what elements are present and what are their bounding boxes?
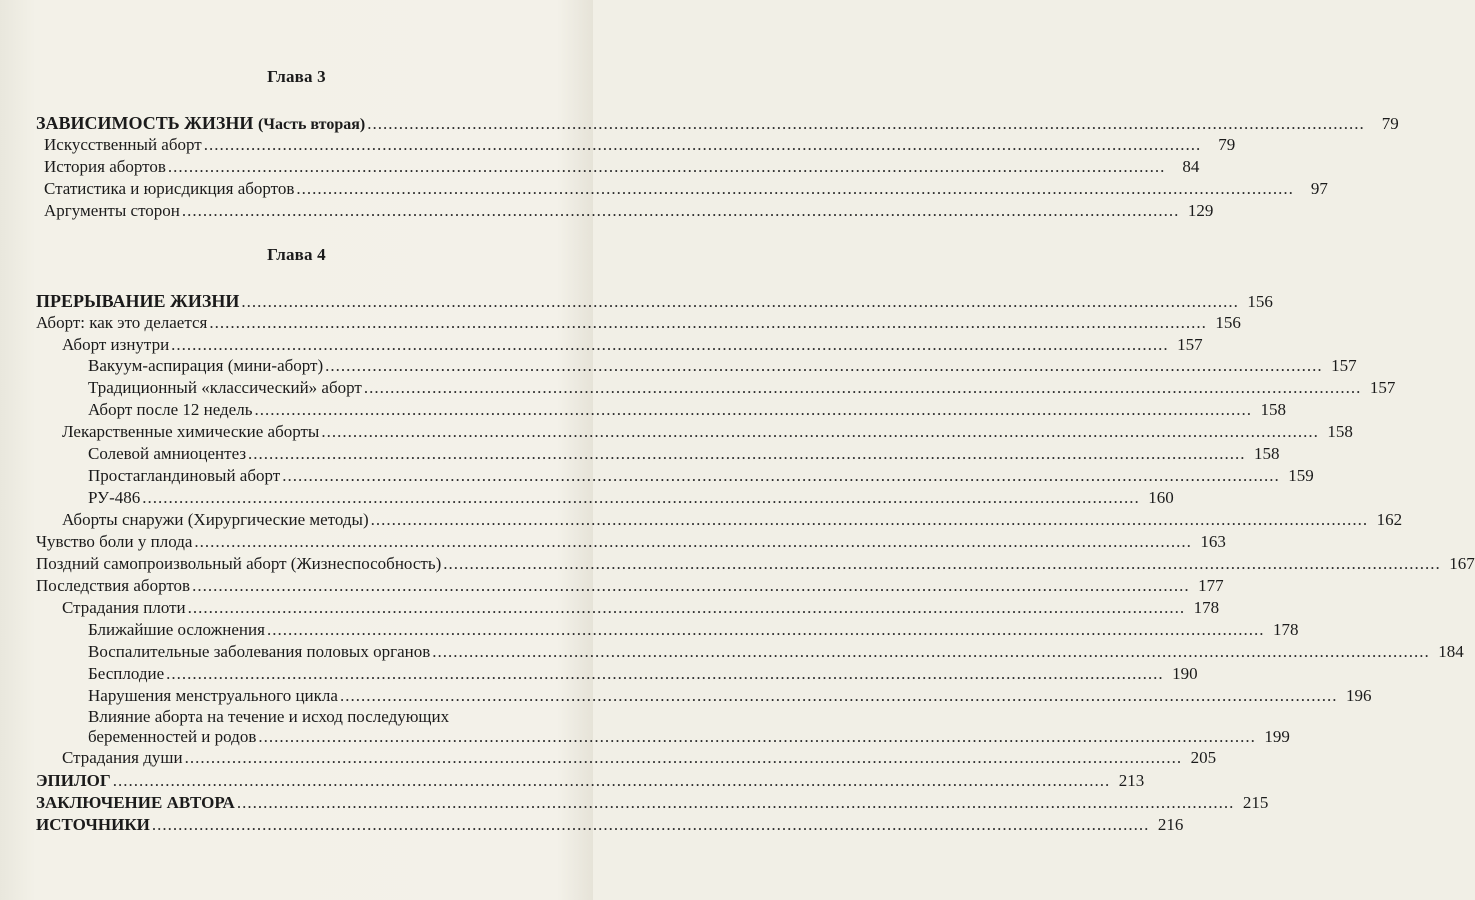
toc-entry-title: Солевой амниоцентез <box>88 444 247 463</box>
toc-entry <box>88 686 1372 706</box>
toc-leader-dots <box>432 642 1430 662</box>
toc-entry-title: Аборты снаружи (Хирургические методы) <box>62 510 369 529</box>
toc-entry-title: ИСТОЧНИКИ <box>36 815 150 834</box>
toc-page-number: 190 <box>1172 664 1198 683</box>
toc-entry-title: Статистика и юрисдикция абортов <box>44 179 295 198</box>
toc-entry-title: Аборт после 12 недель <box>88 400 253 419</box>
toc-entry <box>62 598 1220 618</box>
toc-entry <box>44 201 1214 221</box>
toc-leader-dots <box>296 179 1294 199</box>
toc-entry-title: ЭПИЛОГ <box>36 771 111 790</box>
toc-leader-dots <box>258 727 1256 747</box>
toc-entry <box>36 554 1475 574</box>
toc-entry-title: Аборт изнутри <box>62 335 170 354</box>
toc-leader-dots <box>113 771 1111 791</box>
toc-page-number: 156 <box>1215 313 1241 332</box>
toc-page-number: 157 <box>1369 378 1396 397</box>
toc-entry <box>36 313 1241 333</box>
toc-leader-dots <box>182 201 1180 221</box>
toc-entry <box>62 510 1403 530</box>
toc-entry <box>88 620 1299 640</box>
toc-entry-title: Искусственный аборт <box>44 135 202 154</box>
toc-entry-title: Чувство боли у плода <box>36 532 193 551</box>
toc-page-number: 97 <box>1310 179 1328 198</box>
toc-leader-dots <box>325 356 1323 376</box>
toc-leader-dots <box>371 510 1369 530</box>
toc-leader-dots <box>185 748 1183 768</box>
toc-entry-title: Простагландиновый аборт <box>88 466 281 485</box>
toc-leader-dots <box>321 422 1319 442</box>
toc-entry-title: История абортов <box>44 157 166 176</box>
toc-page-number: 160 <box>1148 488 1174 507</box>
toc-entry <box>88 707 1290 747</box>
toc-page-number: 156 <box>1247 292 1273 311</box>
toc-page-number: 178 <box>1193 598 1220 617</box>
toc-page-number: 158 <box>1327 422 1353 441</box>
toc-entry <box>36 771 1145 791</box>
toc-entry <box>36 793 1269 813</box>
toc-leader-dots <box>192 576 1190 596</box>
toc-entry-title: Бесплодие <box>88 664 165 683</box>
toc-page-number: 84 <box>1182 157 1200 176</box>
toc-page-number: 157 <box>1177 335 1203 354</box>
toc-page-number: 184 <box>1438 642 1464 661</box>
toc-entry-title-line2: беременностей и родов <box>88 727 257 746</box>
toc-leader-dots <box>166 664 1164 684</box>
toc-entry <box>88 356 1357 376</box>
toc-entry <box>36 532 1226 552</box>
toc-page-number: 163 <box>1200 532 1226 551</box>
toc-entry-title: Аборт: как это делается <box>36 313 208 332</box>
toc-entry <box>44 157 1200 177</box>
toc-page-number: 177 <box>1198 576 1224 595</box>
toc-entry <box>62 748 1217 768</box>
toc-leader-dots <box>237 793 1235 813</box>
toc-page-number: 158 <box>1260 400 1286 419</box>
toc-entry-title: Ближайшие осложнения <box>88 620 265 639</box>
toc-page-number: 157 <box>1331 356 1357 375</box>
toc-entry <box>88 378 1396 398</box>
toc-page-number: 205 <box>1190 748 1217 767</box>
toc-entry-title: Нарушения менструального цикла <box>88 686 338 705</box>
toc-leader-dots <box>340 686 1338 706</box>
toc-entry <box>88 488 1174 508</box>
toc-entry-title: Лекарственные химические аборты <box>62 422 320 441</box>
toc-leader-dots <box>188 598 1186 618</box>
toc-entry-title: Последствия абортов <box>36 576 191 595</box>
toc-leader-dots <box>267 620 1265 640</box>
toc-leader-dots <box>248 444 1246 464</box>
toc-entry <box>88 642 1464 662</box>
toc-page-number: 215 <box>1242 793 1269 812</box>
toc-entry <box>88 444 1280 464</box>
toc-leader-dots <box>171 335 1169 355</box>
toc-page-number: 167 <box>1449 554 1475 573</box>
toc-entry-title: Традиционный «классический» аборт <box>88 378 362 397</box>
toc-leader-dots <box>142 488 1140 508</box>
toc-leader-dots <box>367 114 1365 134</box>
toc-entry <box>44 135 1236 155</box>
toc-page-number: 79 <box>1218 135 1236 154</box>
toc-page-number: 196 <box>1345 686 1372 705</box>
toc-entry-title: ЗАКЛЮЧЕНИЕ АВТОРА <box>36 793 235 812</box>
toc-page-number: 162 <box>1376 510 1403 529</box>
toc-page-number: 178 <box>1272 620 1299 639</box>
toc-entry <box>88 664 1198 684</box>
toc-page-number: 129 <box>1187 201 1214 220</box>
toc-leader-dots <box>443 554 1441 574</box>
toc-entry-title: Страдания души <box>62 748 183 767</box>
toc-leader-dots <box>364 378 1362 398</box>
toc-page-number: 159 <box>1288 466 1314 485</box>
toc-leader-dots <box>282 466 1280 486</box>
toc-entry <box>88 400 1286 420</box>
toc-entry-title: РУ-486 <box>88 488 141 507</box>
toc-entry <box>36 291 1273 312</box>
toc-entry <box>36 576 1224 596</box>
toc-leader-dots <box>194 532 1192 552</box>
toc-leader-dots <box>204 135 1202 155</box>
toc-entry <box>62 422 1353 442</box>
toc-entry-title: Поздний самопроизвольный аборт (Жизнеспособность) <box>36 554 442 573</box>
toc-entry <box>36 815 1184 835</box>
toc-page-number: 158 <box>1254 444 1280 463</box>
toc-leader-dots <box>168 157 1166 177</box>
toc-entry-title: ЗАВИСИМОСТЬ ЖИЗНИ <box>36 113 254 133</box>
toc-entry <box>44 179 1328 199</box>
toc-page-number: 213 <box>1118 771 1145 790</box>
toc-page-number: 216 <box>1157 815 1184 834</box>
toc-entry <box>36 113 1399 135</box>
toc-entry <box>62 335 1203 355</box>
toc-leader-dots <box>254 400 1252 420</box>
toc-entry-title: Воспалительные заболевания половых органов <box>88 642 431 661</box>
toc-entry-title: Аргументы сторон <box>44 201 180 220</box>
toc-entry-title-suffix: (Часть вторая) <box>257 116 366 133</box>
toc-entry-title: Страдания плоти <box>62 598 186 617</box>
toc-entry-title-line1: Влияние аборта на течение и исход последующих <box>88 707 450 726</box>
toc-entry <box>88 466 1314 486</box>
toc-page-number: 199 <box>1264 727 1290 746</box>
toc-page-number: 79 <box>1381 114 1399 133</box>
toc-leader-dots <box>209 313 1207 333</box>
chapter-4-heading: Глава 4 <box>267 245 326 264</box>
chapter-3-heading: Глава 3 <box>267 67 326 86</box>
toc-entry-title: ПРЕРЫВАНИЕ ЖИЗНИ <box>36 291 240 311</box>
toc-leader-dots <box>241 292 1239 312</box>
toc-entry-title: Вакуум-аспирация (мини-аборт) <box>88 356 324 375</box>
toc-leader-dots <box>152 815 1150 835</box>
